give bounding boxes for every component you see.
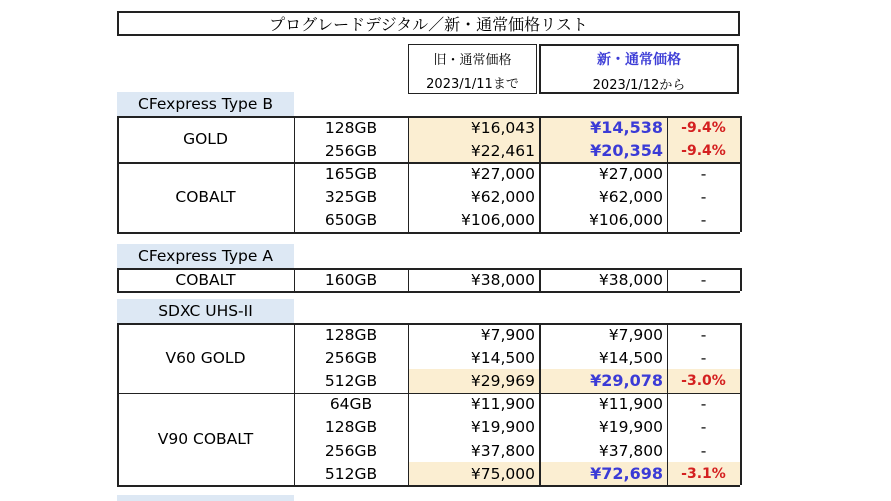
old-price-label: 旧・通常価格: [433, 52, 512, 68]
capacity-cell: 160GB: [324, 270, 378, 289]
capacity-cell: 512GB: [324, 464, 378, 483]
change-cell: -: [700, 325, 707, 344]
col-border: [539, 268, 541, 291]
change-cell: -3.1%: [667, 462, 740, 485]
change-cell: -: [700, 188, 707, 207]
col-border: [539, 116, 541, 232]
col-border: [294, 268, 295, 291]
old-price-cell: ¥16,043: [408, 116, 539, 139]
old-price-cell: ¥22,461: [408, 139, 539, 162]
change-cell: -3.0%: [667, 369, 740, 392]
change-cell: -9.4%: [667, 139, 740, 162]
new-price-cell: ¥14,500: [598, 348, 663, 367]
new-price-cell: ¥106,000: [589, 211, 663, 230]
new-price-header: [539, 44, 739, 94]
group-border: [117, 116, 740, 118]
section-label: CFexpress Type A: [117, 244, 294, 268]
group-border: [117, 162, 740, 164]
product-name: COBALT: [175, 188, 236, 207]
old-price-cell: ¥27,000: [470, 164, 535, 183]
section-label: SDXC UHS-II: [117, 299, 294, 323]
col-border: [294, 323, 295, 485]
new-price-cell: ¥11,900: [598, 395, 663, 414]
col-border: [667, 323, 668, 485]
new-price-cell: ¥38,000: [598, 270, 663, 289]
change-cell: -: [700, 211, 707, 230]
col-border: [117, 268, 119, 291]
change-cell: -: [700, 270, 707, 289]
col-border: [117, 323, 119, 485]
capacity-cell: 256GB: [324, 141, 378, 160]
section-label: CFexpress Type B: [117, 92, 294, 116]
new-price-cell: ¥14,538: [539, 116, 667, 139]
capacity-cell: 128GB: [324, 325, 378, 344]
new-price-cell: ¥27,000: [598, 164, 663, 183]
old-price-cell: ¥62,000: [470, 188, 535, 207]
capacity-cell: 256GB: [324, 348, 378, 367]
col-border: [667, 268, 668, 291]
new-price-cell: ¥20,354: [539, 139, 667, 162]
product-name: V60 GOLD: [165, 348, 246, 367]
change-cell: -9.4%: [667, 116, 740, 139]
old-price-cell: ¥75,000: [408, 462, 539, 485]
old-price-header: [408, 44, 537, 94]
col-border: [408, 323, 409, 485]
section-label-cut: [117, 495, 294, 501]
group-border: [117, 323, 740, 325]
old-price-cell: ¥7,900: [480, 325, 535, 344]
old-price-cell: ¥29,969: [408, 369, 539, 392]
group-border: [117, 393, 740, 395]
col-border: [740, 268, 742, 291]
product-name: COBALT: [175, 270, 236, 289]
col-border: [740, 116, 742, 232]
new-price-cell: ¥19,900: [598, 418, 663, 437]
col-border: [740, 323, 742, 485]
col-border: [294, 116, 295, 232]
capacity-cell: 650GB: [324, 211, 378, 230]
product-name: V90 COBALT: [157, 429, 254, 448]
capacity-cell: 256GB: [324, 441, 378, 460]
new-price-cell: ¥7,900: [608, 325, 663, 344]
change-cell: -: [700, 164, 707, 183]
new-price-cell: ¥62,000: [598, 188, 663, 207]
col-border: [117, 116, 119, 232]
new-price-cell: ¥37,800: [598, 441, 663, 460]
group-border: [117, 268, 740, 270]
change-cell: -: [700, 395, 707, 414]
old-price-cell: ¥37,800: [470, 441, 535, 460]
capacity-cell: 64GB: [329, 395, 373, 414]
capacity-cell: 128GB: [324, 118, 378, 137]
change-cell: -: [700, 441, 707, 460]
col-border: [408, 116, 409, 232]
old-price-cell: ¥106,000: [461, 211, 535, 230]
col-border: [408, 268, 409, 291]
section-bottom-border: [117, 485, 740, 487]
page-title: プログレードデジタル／新・通常価格リスト: [117, 11, 740, 36]
col-border: [667, 116, 668, 232]
capacity-cell: 325GB: [324, 188, 378, 207]
section-bottom-border: [117, 232, 740, 234]
product-name: GOLD: [183, 130, 228, 149]
new-price-label: 新・通常価格: [597, 52, 681, 68]
section-bottom-border: [117, 291, 740, 293]
new-price-date: 2023/1/12から: [592, 77, 686, 93]
change-cell: -: [700, 348, 707, 367]
old-price-cell: ¥19,900: [470, 418, 535, 437]
new-price-cell: ¥29,078: [539, 369, 667, 392]
col-border: [539, 323, 541, 485]
old-price-cell: ¥38,000: [470, 270, 535, 289]
old-price-cell: ¥14,500: [470, 348, 535, 367]
capacity-cell: 165GB: [324, 164, 378, 183]
old-price-cell: ¥11,900: [470, 395, 535, 414]
new-price-cell: ¥72,698: [539, 462, 667, 485]
capacity-cell: 128GB: [324, 418, 378, 437]
old-price-date: 2023/1/11まで: [426, 76, 519, 92]
change-cell: -: [700, 418, 707, 437]
capacity-cell: 512GB: [324, 371, 378, 390]
